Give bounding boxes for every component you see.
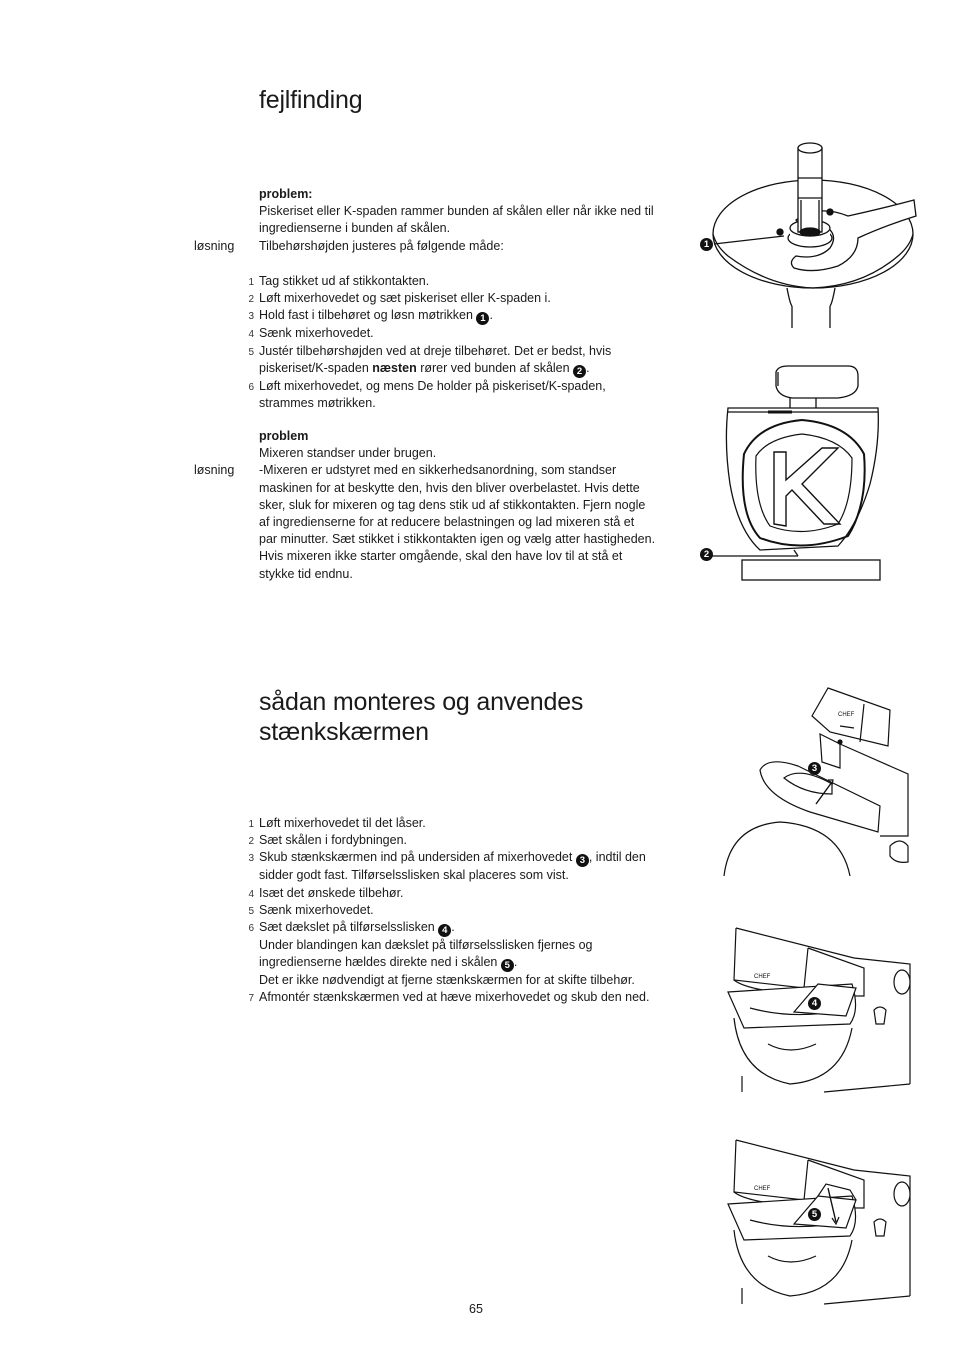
solution-intro: Tilbehørshøjden justeres på følgende måde: bbox=[259, 238, 504, 253]
step-item: 7 Afmontér stænkskærmen ved at hæve mixerhovedet og skub den ned. bbox=[248, 990, 650, 1005]
step-item: 2 Sæt skålen i fordybningen. bbox=[248, 833, 408, 848]
brand-text: CHEF bbox=[754, 974, 771, 980]
callout-badge: 4 bbox=[438, 924, 451, 937]
step-item: 4 Isæt det ønskede tilbehør. bbox=[248, 885, 404, 900]
step-item: 2 Løft mixerhovedet og sæt piskeriset eller K-spaden i. bbox=[248, 291, 551, 306]
figure-splashguard-attach bbox=[720, 686, 910, 878]
brand-text: CHEF bbox=[754, 1186, 771, 1192]
problem-description: Mixeren standser under brugen. bbox=[259, 446, 437, 461]
solution-label: løsning bbox=[194, 463, 235, 477]
callout-badge: 1 bbox=[476, 312, 489, 325]
page-number: 65 bbox=[469, 1302, 483, 1316]
step-item: 1 Tag stikket ud af stikkontakten. bbox=[248, 274, 430, 288]
problem-description-2: ingredienserne i bunden af skålen. bbox=[259, 221, 451, 236]
section-title-splashguard: sådan monteres og anvendes stænkskærmen bbox=[259, 688, 584, 746]
solution-label: løsning bbox=[194, 239, 235, 253]
step-item: 6 Sæt dækslet på tilførselsslisken 4 . Under blandingen kan dækslet på tilførselsslisken fjernes og ingredienserne hældes direkte ned i skålen 5 . Det er ikke nødvendigt at fjerne stænkskærmen for at skifte tilbehør. bbox=[248, 920, 635, 988]
step-item: 6 Løft mixerhovedet, og mens De holder på piskeriset/K-spaden, strammes møtrikken. bbox=[248, 378, 606, 411]
steps-list-2 bbox=[248, 815, 699, 1007]
problem-label: problem bbox=[259, 429, 309, 443]
figure-bowl-beater bbox=[698, 364, 888, 584]
step-item: 4 Sænk mixerhovedet. bbox=[248, 326, 374, 341]
figure-callout-3: 3 bbox=[808, 762, 821, 775]
section-title-troubleshooting: fejlfinding bbox=[259, 86, 363, 114]
figure-chute-lid bbox=[724, 924, 914, 1094]
figure-callout-1: 1 bbox=[700, 238, 713, 251]
problem-label: problem: bbox=[259, 187, 313, 201]
step-item: 5 Justér tilbehørshøjden ved at dreje tilbehøret. Det er bedst, hvis piskeriset/K-spaden næsten rører ved bunden af skålen 2 . bbox=[248, 343, 612, 377]
step-item: 5 Sænk mixerhovedet. bbox=[248, 902, 374, 917]
step-item: 3 Skub stænkskærmen ind på undersiden af mixerhovedet 3 , indtil den sidder godt fast. Tilførselsslisken skal placeres som vist. bbox=[248, 850, 646, 883]
figure-callout-2: 2 bbox=[700, 548, 713, 561]
brand-text: CHEF bbox=[838, 712, 855, 718]
callout-badge: 3 bbox=[576, 854, 589, 867]
step-item: 1 Løft mixerhovedet til det låser. bbox=[248, 816, 426, 830]
step-item: 3 Hold fast i tilbehøret og løsn møtrikken 1 . bbox=[248, 308, 493, 325]
problem-2-block: problem Mixeren standser under brugen. -Mixeren er udstyret med en sikkerhedsanordning, som standser maskinen for at beskytte den, hvis den bliver overbelastet. Hvis dette sker, sluk for mixeren og tag dens stik ud af stikkontakten. Fjern nogle af ingredienserne for at reducere belastningen og lad mixeren stå et par minutter. Sæt stikket i stikkontakten igen og vælg atter hastigheden. Hvis mixeren ikke starter omgående, skal den have lov til at stå et stykke tid endnu. bbox=[259, 428, 699, 583]
figure-spanner-nut bbox=[698, 138, 918, 330]
problem-description: Piskeriset eller K-spaden rammer bunden af skålen eller når ikke ned til bbox=[259, 204, 654, 219]
callout-badge: 5 bbox=[501, 959, 514, 972]
problem-1-block bbox=[259, 186, 699, 255]
figure-chute-pour bbox=[724, 1136, 914, 1306]
callout-badge: 2 bbox=[573, 365, 586, 378]
figure-callout-4: 4 bbox=[808, 997, 821, 1010]
steps-list-1 bbox=[248, 273, 699, 412]
figure-callout-5: 5 bbox=[808, 1208, 821, 1221]
